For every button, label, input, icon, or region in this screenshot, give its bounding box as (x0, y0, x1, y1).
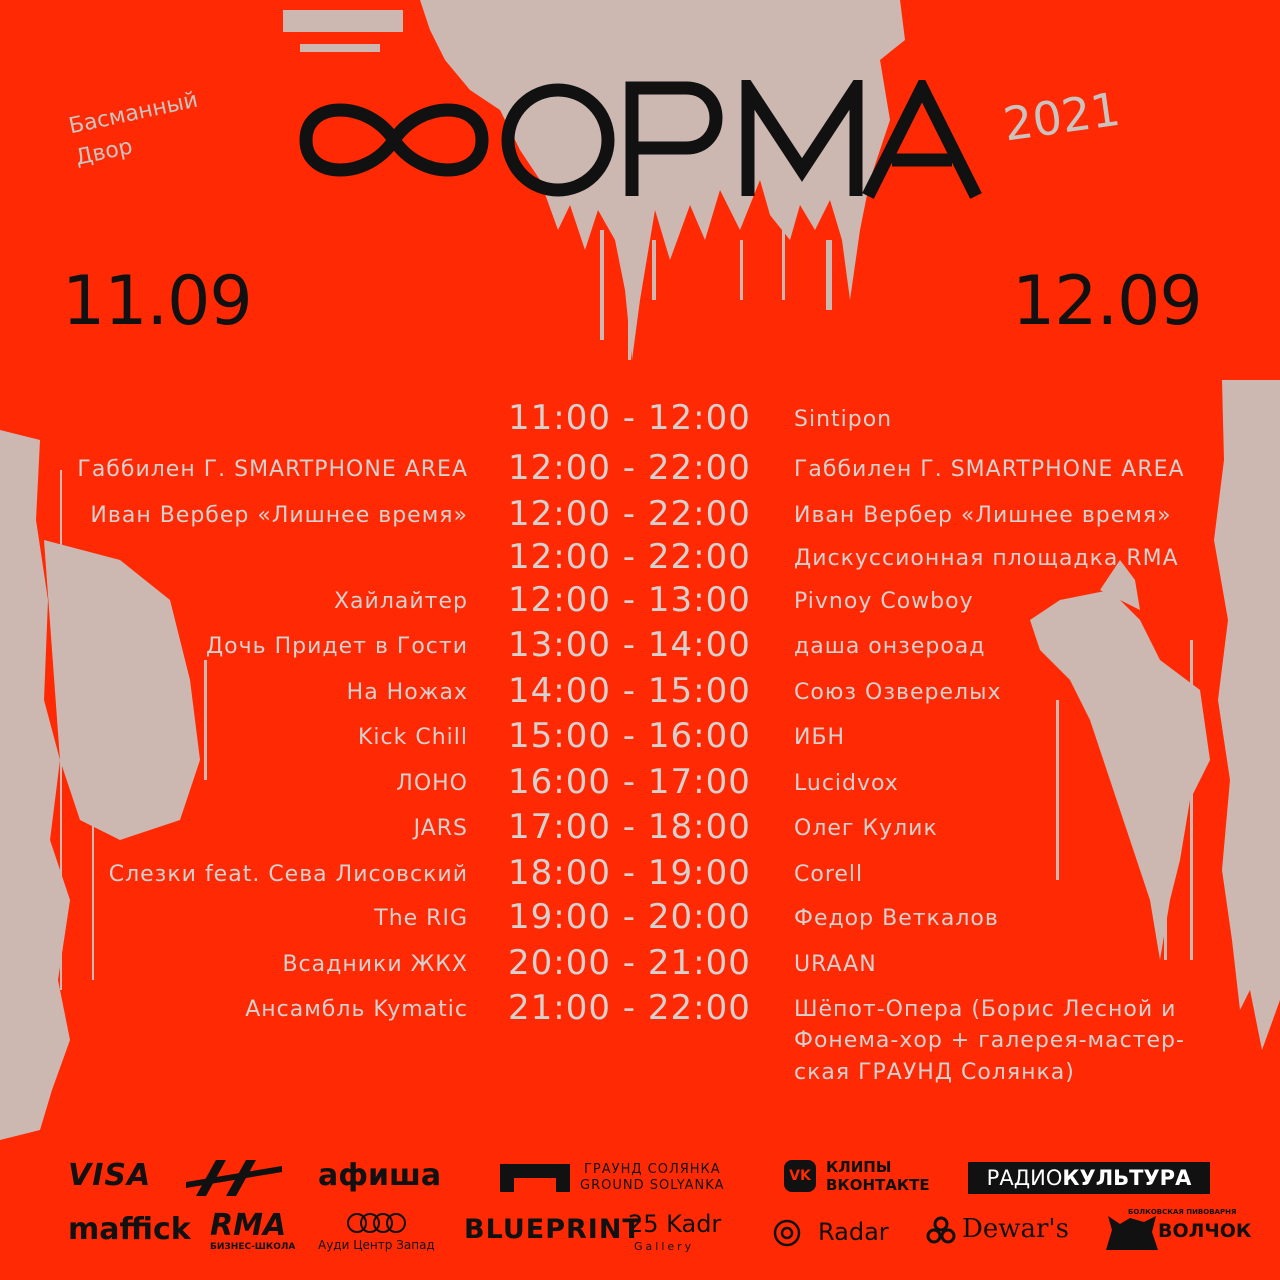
time-slot: 12:00 - 22:00 (508, 537, 751, 577)
schedule-row (0, 448, 1280, 492)
ground-solyanka-line-2: GROUND SOLYANKA (580, 1178, 725, 1193)
day1-act: Всадники ЖКХ (282, 952, 468, 977)
day2-act-continuation: Фонема-хор + галерея-мастер- (794, 1028, 1185, 1053)
day2-act: Дискуссионная площадка RMA (794, 546, 1179, 571)
day1-act: Дочь Придет в Гости (205, 634, 468, 659)
day2-act: Габбилен Г. SMARTPHONE AREA (794, 457, 1185, 482)
time-slot: 12:00 - 22:00 (508, 494, 751, 534)
blueprint-logo: BLUEPRINT (464, 1214, 642, 1245)
dewars-logo: Dewar's (962, 1214, 1069, 1244)
day1-act: Ансамбль Kymatic (245, 997, 468, 1022)
radio-kultura-part-2: КУЛЬТУРА (1062, 1166, 1192, 1190)
schedule-row (0, 853, 1280, 897)
visa-logo: VISA (68, 1158, 152, 1193)
day2-act: даша онзероад (794, 634, 986, 659)
day2-act: Союз Озверелых (794, 680, 1002, 705)
time-slot: 12:00 - 22:00 (508, 448, 751, 488)
day2-act-continuation: ская ГРАУНД Солянка) (794, 1060, 1075, 1085)
day2-act: Pivnoy Cowboy (794, 589, 974, 614)
day1-act: Слезки feat. Сева Лисовский (108, 862, 468, 887)
day2-act: Шёпот-Опера (Борис Лесной и (794, 997, 1177, 1022)
time-slot: 14:00 - 15:00 (508, 671, 751, 711)
day1-act: Иван Вербер «Лишнее время» (90, 503, 468, 528)
day1-act: The RIG (374, 906, 468, 931)
radar-logo: Radar (818, 1218, 889, 1246)
radio-kultura-logo (968, 1162, 1210, 1194)
schedule-row (0, 398, 1280, 442)
schedule-row (0, 943, 1280, 987)
time-slot: 21:00 - 22:00 (508, 988, 751, 1028)
date-day-2: 12.09 (1012, 262, 1202, 341)
schedule-row (0, 807, 1280, 851)
day1-act: Kick Chill (357, 725, 468, 750)
25kadr-logo: 25 Kadr (628, 1210, 722, 1238)
date-day-1: 11.09 (62, 262, 252, 341)
day2-act: ИБН (794, 725, 846, 750)
day2-act: Sintipon (794, 407, 893, 432)
schedule-row (0, 537, 1280, 581)
time-slot: 12:00 - 13:00 (508, 580, 751, 620)
schedule-row (0, 625, 1280, 669)
day1-act: Габбилен Г. SMARTPHONE AREA (77, 457, 468, 482)
time-slot: 11:00 - 12:00 (508, 398, 751, 438)
maffick-logo: maffick (68, 1212, 191, 1247)
day2-act: URAAN (794, 952, 877, 977)
audi-center-label: Ауди Центр Запад (318, 1238, 435, 1252)
day2-act: Олег Кулик (794, 816, 938, 841)
day1-act: ЛОНО (396, 771, 468, 796)
25kadr-gallery-label: Gallery (634, 1240, 695, 1253)
vk-icon: VK (784, 1160, 816, 1192)
time-slot: 13:00 - 14:00 (508, 625, 751, 665)
day2-act: Иван Вербер «Лишнее время» (794, 503, 1172, 528)
forma-logo (296, 80, 986, 200)
wolf-icon (1106, 1210, 1158, 1252)
day1-act: JARS (413, 816, 468, 841)
time-slot: 16:00 - 17:00 (508, 762, 751, 802)
schedule-row (0, 716, 1280, 760)
day2-act: Федор Веткалов (794, 906, 999, 931)
schedule-row (0, 762, 1280, 806)
day1-act: На Ножах (346, 680, 468, 705)
venue-line-2: Двор (73, 134, 135, 171)
schedule-row (0, 494, 1280, 538)
dewars-emblem-icon (924, 1214, 958, 1248)
afisha-logo: афиша (318, 1158, 442, 1193)
rma-business-school: БИЗНЕС-ШКОЛА (210, 1242, 296, 1252)
day1-act: Хайлайтер (333, 589, 468, 614)
day2-act: Corell (794, 862, 864, 887)
time-slot: 15:00 - 16:00 (508, 716, 751, 756)
ground-solyanka-mark (500, 1164, 570, 1192)
time-slot: 18:00 - 19:00 (508, 853, 751, 893)
radio-kultura-part-1: РАДИО (986, 1166, 1063, 1190)
schedule-row (0, 580, 1280, 624)
radar-icon (770, 1218, 804, 1248)
volchok-logo: ВОЛЧОК (1158, 1220, 1252, 1242)
rma-logo: RMA (210, 1208, 287, 1243)
vk-clips-line-2: ВКОНТАКТЕ (826, 1176, 930, 1194)
time-slot: 19:00 - 20:00 (508, 897, 751, 937)
vk-clips-line-1: КЛИПЫ (826, 1158, 892, 1176)
time-slot: 17:00 - 18:00 (508, 807, 751, 847)
time-slot: 20:00 - 21:00 (508, 943, 751, 983)
volchok-brewery-label: БОЛКОВСКАЯ ПИВОВАРНЯ (1128, 1208, 1237, 1216)
festival-year: 2021 (1000, 81, 1124, 152)
schedule-row (0, 988, 1280, 1032)
day2-act: Lucidvox (794, 771, 899, 796)
audi-rings-icon (346, 1212, 408, 1234)
schedule-row (0, 671, 1280, 715)
ground-solyanka-line-1: ГРАУНД СОЛЯНКА (584, 1162, 721, 1177)
venue-line-1: Басманный (66, 87, 201, 140)
slash-brand-logo (182, 1158, 286, 1198)
schedule-row (0, 897, 1280, 941)
